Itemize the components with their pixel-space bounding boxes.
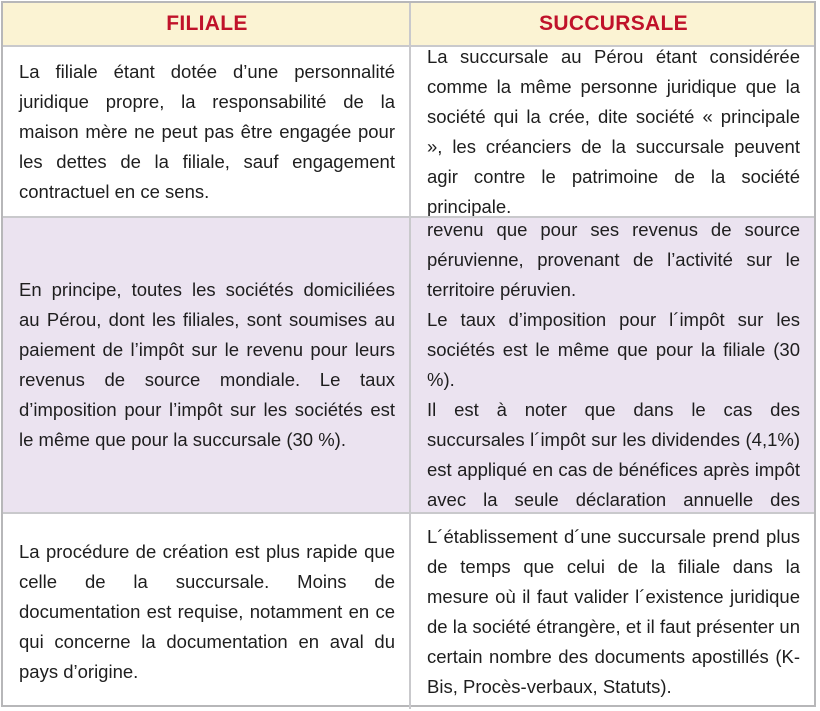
row-3-filiale-text	[19, 537, 395, 687]
row-2-succursale-paragraph-3: Il est à noter que dans le cas des succursales l´impôt sur les dividendes (4,1%) est appliqué en cas de bénéfices après impôt avec la seule déclaration annuelle des	[427, 399, 800, 510]
row-2-succursale-paragraph-1: revenu que pour ses revenus de source péruvienne, provenant de l’activité sur le territoire péruvien.	[427, 219, 800, 300]
header-succursale: SUCCURSALE	[411, 3, 814, 47]
row-2-succursale-text	[427, 218, 800, 514]
comparison-table	[1, 1, 816, 707]
row-3-filiale-paragraph: La procédure de création est plus rapide que celle de la succursale. Moins de documentation est requise, notamment en ce qui concerne la documentation en aval du pays d’origine.	[19, 540, 395, 682]
row-1-filiale-paragraph: La filiale étant dotée d’une personnalité juridique propre, la responsabilité de la maison mère ne peut pas être engagée pour les dettes de la filiale, sauf engagement contractuel en ce sens.	[19, 60, 395, 202]
row-1-succursale-cell	[411, 47, 814, 218]
row-2-succursale-paragraph-2: Le taux d’imposition pour l´impôt sur les sociétés est le même que pour la filiale (30 %).	[427, 309, 800, 390]
row-1-filiale-cell	[3, 47, 411, 218]
row-2-filiale-paragraph: En principe, toutes les sociétés domiciliées au Pérou, dont les filiales, sont soumises au paiement de l’impôt sur le revenu pour leurs revenus de source mondiale. Le taux d’imposition pour l’impôt sur les sociétés est le même que pour la succursale (30 %).	[19, 279, 395, 450]
row-3-succursale-cell	[411, 514, 814, 709]
row-1-succursale-paragraph: La succursale au Pérou étant considérée comme la même personne juridique que la société qui la crée, dite société « principale », les créanciers de la succursale peuvent agir contre le patrimoine de la société principale.	[427, 47, 800, 217]
row-2-filiale-text	[19, 275, 395, 455]
row-3-filiale-cell	[3, 514, 411, 709]
row-3-succursale-paragraph: L´établissement d´une succursale prend plus de temps que celui de la filiale dans la mesure où il faut valider l´existence juridique de la société étrangère, et il faut présenter un certain nombre des documents apostillés (K-Bis, Procès-verbaux, Statuts).	[427, 525, 800, 697]
row-2-succursale-cell	[411, 218, 814, 514]
row-2-filiale-cell	[3, 218, 411, 514]
header-filiale: FILIALE	[3, 3, 411, 47]
row-1-filiale-text	[19, 57, 395, 207]
row-3-succursale-text	[427, 522, 800, 702]
row-1-succursale-text	[427, 47, 800, 218]
